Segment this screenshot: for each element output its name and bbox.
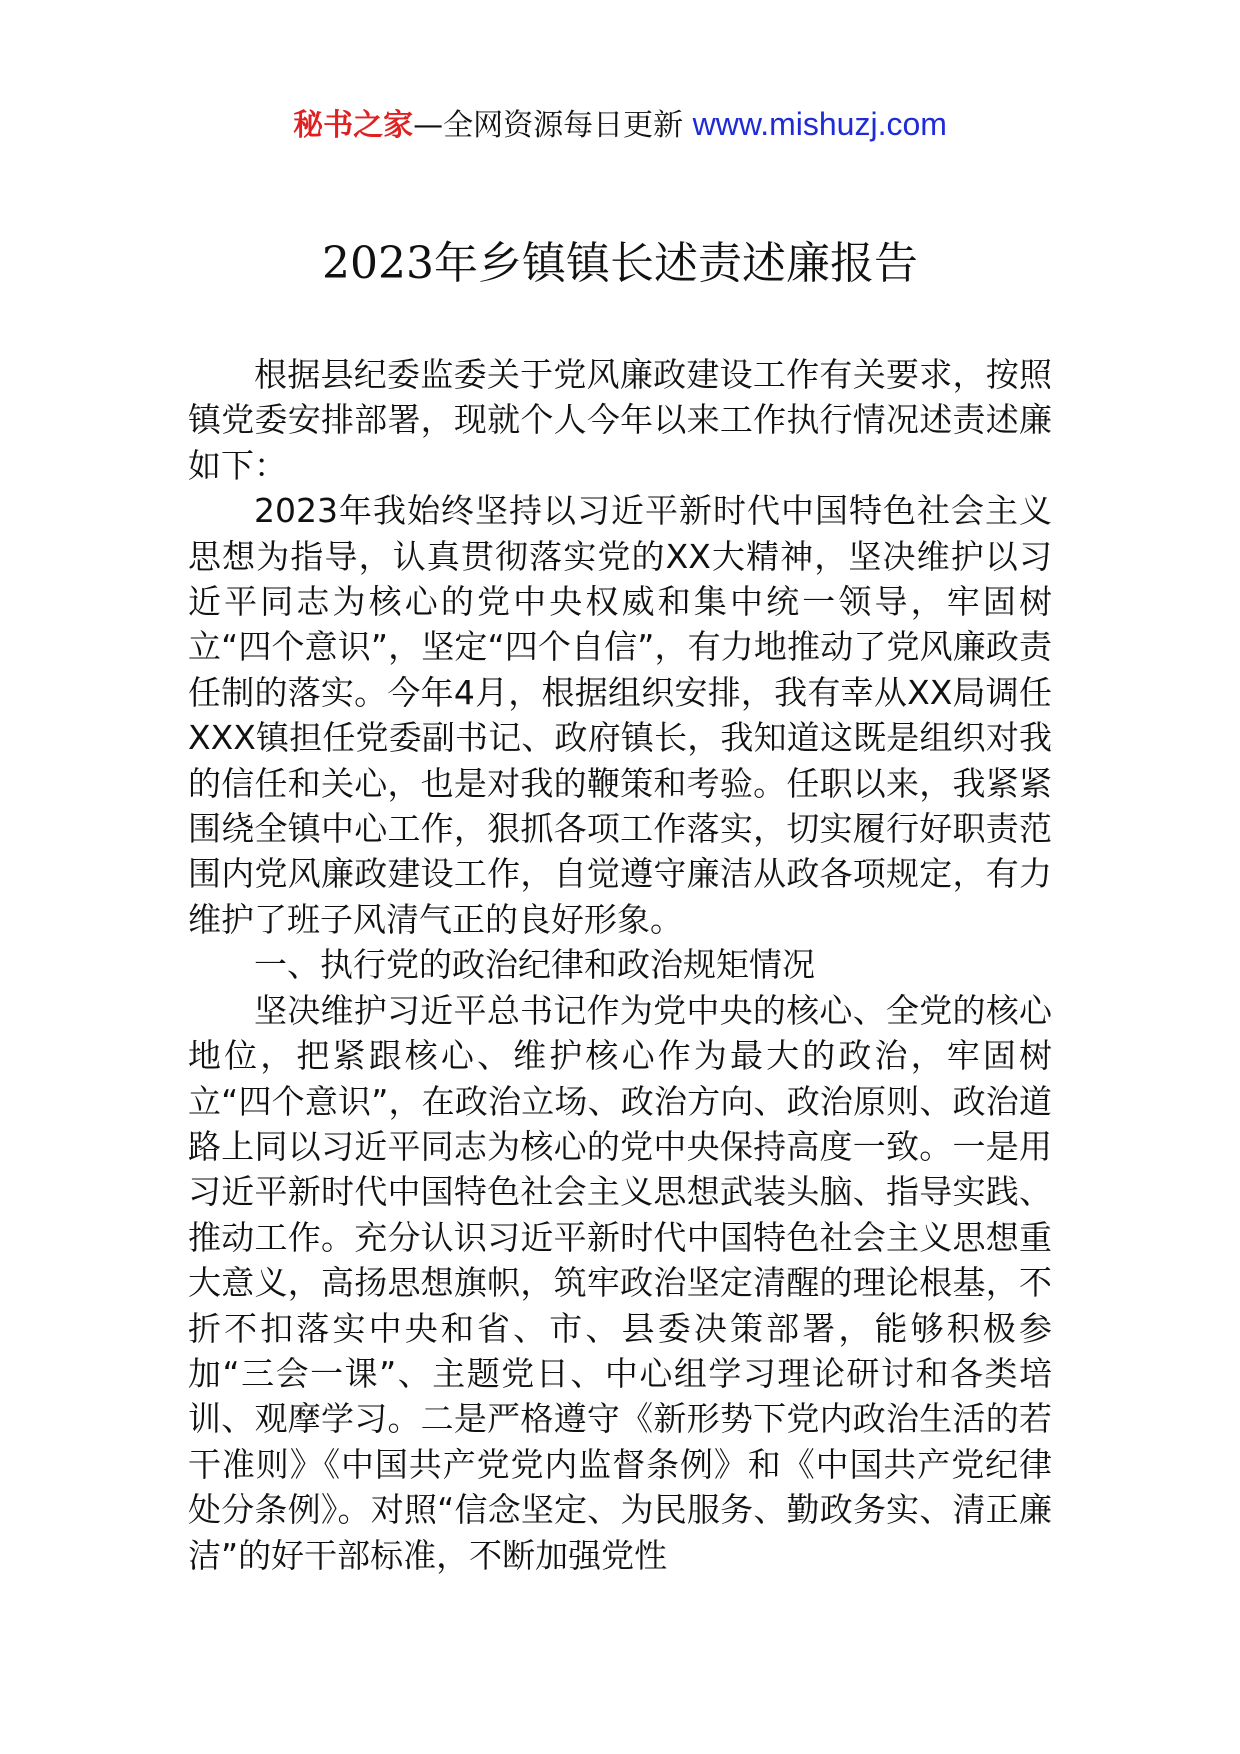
paragraph-section-one: 坚决维护习近平总书记作为党中央的核心、全党的核心地位，把紧跟核心、维护核心作为最大的政治，牢固树立“四个意识”，在政治立场、政治方向、政治原则、政治道路上同以习近平同志为核心的党中央保持高度一致。一是用习近平新时代中国特色社会主义思想武装头脑、指导实践、推动工作。充分认识习近平新时代中国特色社会主义思想重大意义，高扬思想旗帜，筑牢政治坚定清醒的理论根基，不折不扣落实中央和省、市、县委决策部署，能够积极参加“三会一课”、主题党日、中心组学习理论研讨和各类培训、观摩学习。二是严格遵守《新形势下党内政治生活的若干准则》《中国共产党党内监督条例》和《中国共产党纪律处分条例》。对照“信念坚定、为民服务、勤政务实、清正廉洁”的好干部标准，不断加强党性 xyxy=(188,990,1052,1575)
site-url-link[interactable]: www.mishuzj.com xyxy=(692,106,947,142)
site-brand: 秘书之家 xyxy=(293,108,414,143)
document-title: 2023年乡镇镇长述责述廉报告 xyxy=(322,238,918,289)
site-header xyxy=(0,104,1240,146)
paragraph-overview: 2023年我始终坚持以习近平新时代中国特色社会主义思想为指导，认真贯彻落实党的XX大精神，坚决维护以习近平同志为核心的党中央权威和集中统一领导，牢固树立“四个意识”，坚定“四个自信”，有力地推动了党风廉政责任制的落实。今年4月，根据组织安排，我有幸从XX局调任XXX镇担任党委副书记、政府镇长，我知道这既是组织对我的信任和关心，也是对我的鞭策和考验。任职以来，我紧紧围绕全镇中心工作，狠抓各项工作落实，切实履行好职责范围内党风廉政建设工作，自觉遵守廉洁从政各项规定，有力维护了班子风清气正的良好形象。 xyxy=(188,491,1052,939)
paragraph-intro: 根据县纪委监委关于党风廉政建设工作有关要求，按照镇党委安排部署，现就个人今年以来工作执行情况述责述廉如下： xyxy=(188,355,1052,485)
section-heading: 一、执行党的政治纪律和政治规矩情况 xyxy=(254,945,815,985)
document-body xyxy=(188,352,1052,1578)
site-tagline: —全网资源每日更新 xyxy=(413,108,684,143)
